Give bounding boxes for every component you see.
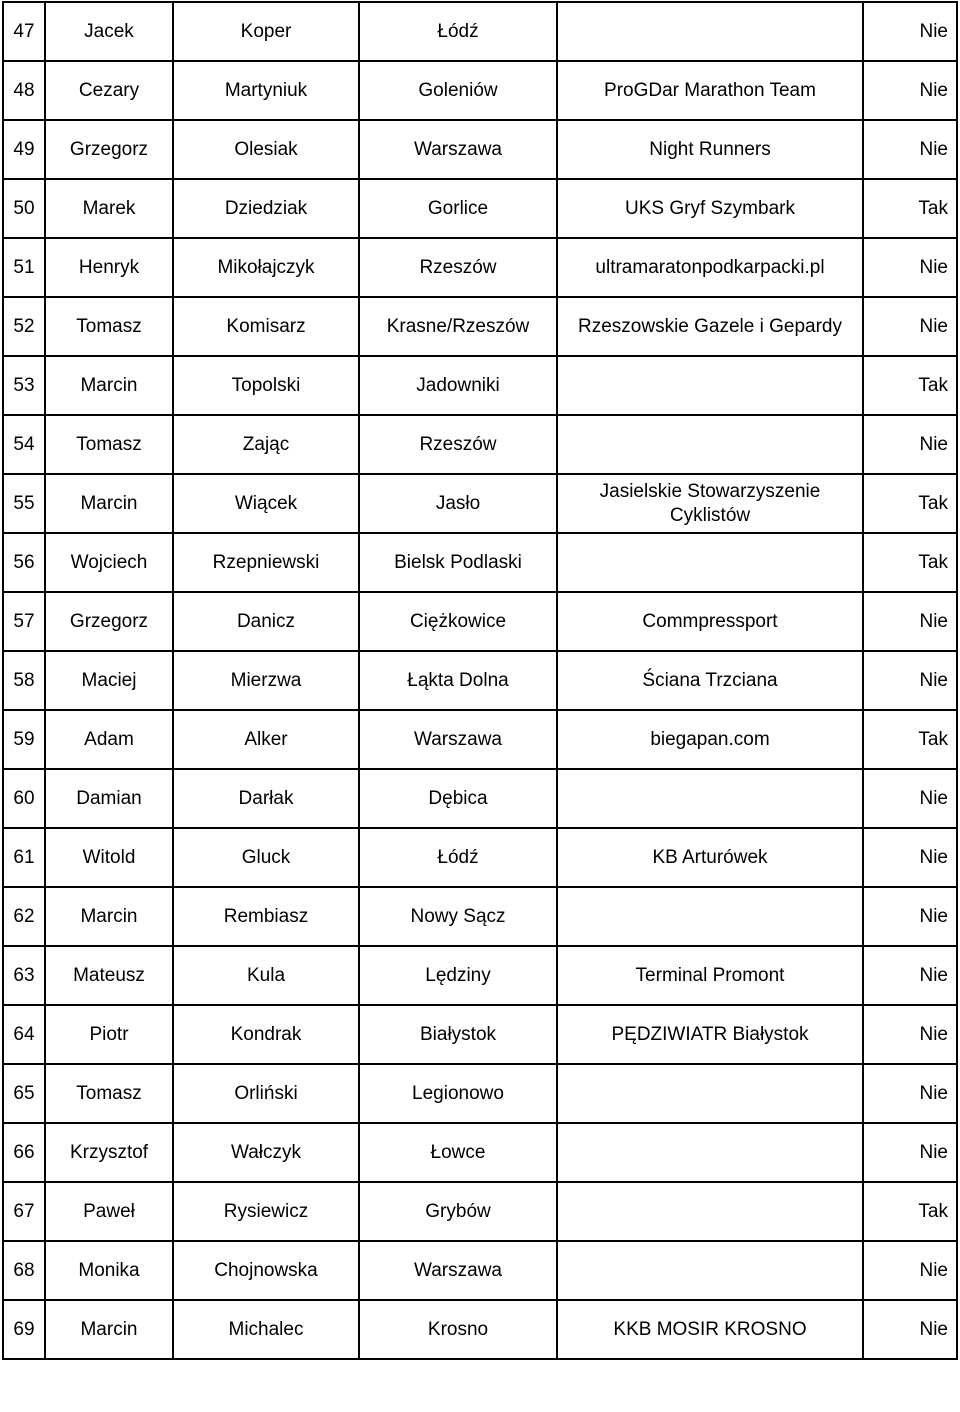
city-cell: Bielsk Podlaski <box>359 533 557 592</box>
yes-no-cell: Nie <box>863 1241 957 1300</box>
club-cell: ultramaratonpodkarpacki.pl <box>557 238 863 297</box>
yes-no-cell: Nie <box>863 120 957 179</box>
last-name-cell: Koper <box>173 2 359 61</box>
last-name-cell: Zając <box>173 415 359 474</box>
city-cell: Goleniów <box>359 61 557 120</box>
table-row <box>3 356 957 415</box>
city-cell: Krosno <box>359 1300 557 1359</box>
last-name-cell: Wiącek <box>173 474 359 533</box>
first-name-cell: Mateusz <box>45 946 173 1005</box>
yes-no-cell: Nie <box>863 887 957 946</box>
table-row <box>3 1005 957 1064</box>
start-number-cell: 56 <box>3 533 45 592</box>
start-number-cell: 53 <box>3 356 45 415</box>
city-cell: Warszawa <box>359 710 557 769</box>
club-cell <box>557 1241 863 1300</box>
last-name-cell: Dziedziak <box>173 179 359 238</box>
last-name-cell: Wałczyk <box>173 1123 359 1182</box>
yes-no-cell: Tak <box>863 1182 957 1241</box>
club-cell <box>557 887 863 946</box>
first-name-cell: Paweł <box>45 1182 173 1241</box>
first-name-cell: Krzysztof <box>45 1123 173 1182</box>
club-cell <box>557 1182 863 1241</box>
yes-no-cell: Nie <box>863 1064 957 1123</box>
yes-no-cell: Nie <box>863 946 957 1005</box>
yes-no-cell: Tak <box>863 179 957 238</box>
start-number-cell: 49 <box>3 120 45 179</box>
table-row <box>3 946 957 1005</box>
yes-no-cell: Nie <box>863 592 957 651</box>
start-number-cell: 47 <box>3 2 45 61</box>
city-cell: Łąkta Dolna <box>359 651 557 710</box>
first-name-cell: Marek <box>45 179 173 238</box>
yes-no-cell: Nie <box>863 828 957 887</box>
city-cell: Łódź <box>359 2 557 61</box>
city-cell: Jadowniki <box>359 356 557 415</box>
city-cell: Krasne/Rzeszów <box>359 297 557 356</box>
club-cell <box>557 769 863 828</box>
last-name-cell: Gluck <box>173 828 359 887</box>
last-name-cell: Komisarz <box>173 297 359 356</box>
start-number-cell: 66 <box>3 1123 45 1182</box>
yes-no-cell: Nie <box>863 297 957 356</box>
last-name-cell: Rysiewicz <box>173 1182 359 1241</box>
yes-no-cell: Nie <box>863 1123 957 1182</box>
start-number-cell: 51 <box>3 238 45 297</box>
city-cell: Lędziny <box>359 946 557 1005</box>
last-name-cell: Chojnowska <box>173 1241 359 1300</box>
first-name-cell: Adam <box>45 710 173 769</box>
start-number-cell: 60 <box>3 769 45 828</box>
first-name-cell: Damian <box>45 769 173 828</box>
city-cell: Jasło <box>359 474 557 533</box>
last-name-cell: Olesiak <box>173 120 359 179</box>
last-name-cell: Kondrak <box>173 1005 359 1064</box>
club-cell: Rzeszowskie Gazele i Gepardy <box>557 297 863 356</box>
club-cell: Jasielskie Stowarzyszenie Cyklistów <box>557 474 863 533</box>
city-cell: Ciężkowice <box>359 592 557 651</box>
yes-no-cell: Tak <box>863 356 957 415</box>
start-number-cell: 54 <box>3 415 45 474</box>
table-row <box>3 415 957 474</box>
table-row <box>3 887 957 946</box>
yes-no-cell: Nie <box>863 61 957 120</box>
table-row <box>3 1064 957 1123</box>
city-cell: Warszawa <box>359 1241 557 1300</box>
city-cell: Białystok <box>359 1005 557 1064</box>
start-number-cell: 67 <box>3 1182 45 1241</box>
city-cell: Warszawa <box>359 120 557 179</box>
last-name-cell: Mierzwa <box>173 651 359 710</box>
table-row <box>3 769 957 828</box>
city-cell: Grybów <box>359 1182 557 1241</box>
last-name-cell: Rembiasz <box>173 887 359 946</box>
yes-no-cell: Tak <box>863 533 957 592</box>
start-number-cell: 50 <box>3 179 45 238</box>
table-row <box>3 238 957 297</box>
last-name-cell: Danicz <box>173 592 359 651</box>
first-name-cell: Marcin <box>45 356 173 415</box>
yes-no-cell: Nie <box>863 1005 957 1064</box>
first-name-cell: Tomasz <box>45 297 173 356</box>
yes-no-cell: Nie <box>863 769 957 828</box>
club-cell <box>557 2 863 61</box>
first-name-cell: Cezary <box>45 61 173 120</box>
table-row <box>3 2 957 61</box>
first-name-cell: Monika <box>45 1241 173 1300</box>
last-name-cell: Darłak <box>173 769 359 828</box>
table-row <box>3 1300 957 1359</box>
club-cell <box>557 1064 863 1123</box>
last-name-cell: Mikołajczyk <box>173 238 359 297</box>
first-name-cell: Tomasz <box>45 1064 173 1123</box>
yes-no-cell: Nie <box>863 651 957 710</box>
table-row <box>3 474 957 533</box>
first-name-cell: Grzegorz <box>45 120 173 179</box>
table-row <box>3 120 957 179</box>
yes-no-cell: Tak <box>863 474 957 533</box>
last-name-cell: Michalec <box>173 1300 359 1359</box>
table-row <box>3 297 957 356</box>
first-name-cell: Marcin <box>45 474 173 533</box>
last-name-cell: Alker <box>173 710 359 769</box>
table-row <box>3 1123 957 1182</box>
table-row <box>3 710 957 769</box>
club-cell: Night Runners <box>557 120 863 179</box>
first-name-cell: Marcin <box>45 1300 173 1359</box>
first-name-cell: Tomasz <box>45 415 173 474</box>
start-number-cell: 65 <box>3 1064 45 1123</box>
last-name-cell: Kula <box>173 946 359 1005</box>
start-number-cell: 57 <box>3 592 45 651</box>
last-name-cell: Martyniuk <box>173 61 359 120</box>
city-cell: Dębica <box>359 769 557 828</box>
table-row <box>3 61 957 120</box>
club-cell: KB Arturówek <box>557 828 863 887</box>
club-cell: Terminal Promont <box>557 946 863 1005</box>
city-cell: Nowy Sącz <box>359 887 557 946</box>
start-number-cell: 61 <box>3 828 45 887</box>
yes-no-cell: Tak <box>863 710 957 769</box>
city-cell: Legionowo <box>359 1064 557 1123</box>
start-number-cell: 52 <box>3 297 45 356</box>
first-name-cell: Piotr <box>45 1005 173 1064</box>
yes-no-cell: Nie <box>863 2 957 61</box>
city-cell: Łowce <box>359 1123 557 1182</box>
club-cell <box>557 1123 863 1182</box>
city-cell: Rzeszów <box>359 415 557 474</box>
city-cell: Łódź <box>359 828 557 887</box>
first-name-cell: Witold <box>45 828 173 887</box>
last-name-cell: Rzepniewski <box>173 533 359 592</box>
table-row <box>3 592 957 651</box>
club-cell: Ściana Trzciana <box>557 651 863 710</box>
first-name-cell: Marcin <box>45 887 173 946</box>
club-cell <box>557 415 863 474</box>
start-number-cell: 63 <box>3 946 45 1005</box>
yes-no-cell: Nie <box>863 1300 957 1359</box>
club-cell: UKS Gryf Szymbark <box>557 179 863 238</box>
first-name-cell: Grzegorz <box>45 592 173 651</box>
table-row <box>3 1182 957 1241</box>
club-cell: ProGDar Marathon Team <box>557 61 863 120</box>
start-number-cell: 68 <box>3 1241 45 1300</box>
table-row <box>3 533 957 592</box>
first-name-cell: Jacek <box>45 2 173 61</box>
participants-table <box>2 1 958 1360</box>
table-row <box>3 179 957 238</box>
club-cell <box>557 356 863 415</box>
club-cell: KKB MOSIR KROSNO <box>557 1300 863 1359</box>
table-row <box>3 1241 957 1300</box>
club-cell <box>557 533 863 592</box>
start-number-cell: 59 <box>3 710 45 769</box>
first-name-cell: Henryk <box>45 238 173 297</box>
first-name-cell: Maciej <box>45 651 173 710</box>
last-name-cell: Orliński <box>173 1064 359 1123</box>
start-number-cell: 48 <box>3 61 45 120</box>
city-cell: Rzeszów <box>359 238 557 297</box>
club-cell: PĘDZIWIATR Białystok <box>557 1005 863 1064</box>
table-row <box>3 828 957 887</box>
start-number-cell: 64 <box>3 1005 45 1064</box>
club-cell: Commpressport <box>557 592 863 651</box>
club-cell: biegapan.com <box>557 710 863 769</box>
last-name-cell: Topolski <box>173 356 359 415</box>
start-number-cell: 69 <box>3 1300 45 1359</box>
start-number-cell: 58 <box>3 651 45 710</box>
yes-no-cell: Nie <box>863 238 957 297</box>
start-number-cell: 62 <box>3 887 45 946</box>
table-row <box>3 651 957 710</box>
city-cell: Gorlice <box>359 179 557 238</box>
yes-no-cell: Nie <box>863 415 957 474</box>
start-number-cell: 55 <box>3 474 45 533</box>
first-name-cell: Wojciech <box>45 533 173 592</box>
